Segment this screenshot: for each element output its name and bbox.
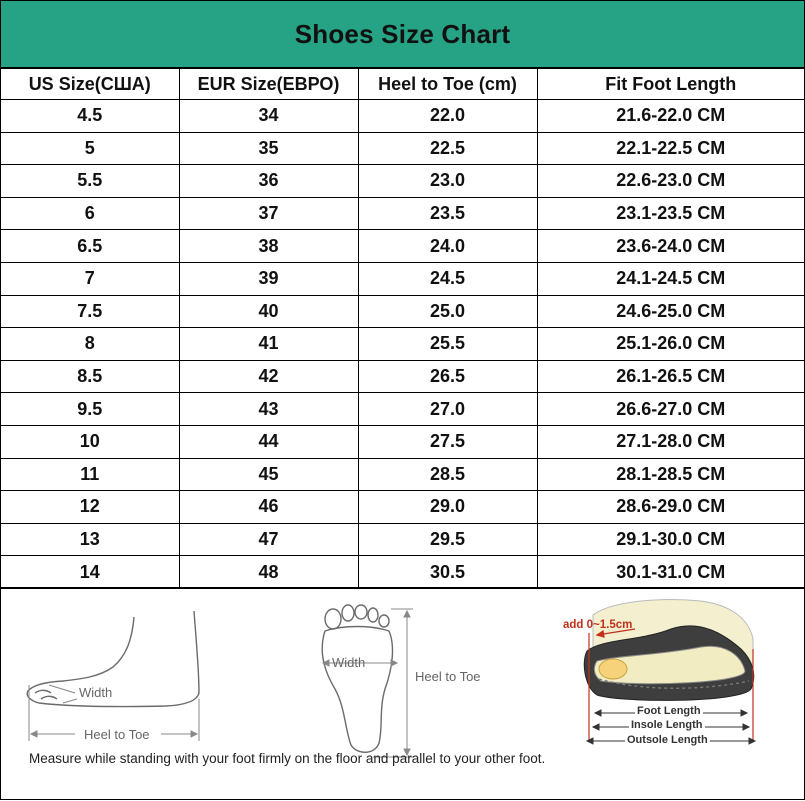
- table-row: [1, 458, 804, 491]
- us-size-cell: 8: [1, 328, 179, 361]
- eur-size-cell: 46: [179, 491, 358, 524]
- table-row: [1, 425, 804, 458]
- fit-foot-length-cell: 28.6-29.0 CM: [537, 491, 804, 524]
- us-size-cell: 5: [1, 132, 179, 165]
- heel-to-toe-cell: 28.5: [358, 458, 537, 491]
- fit-foot-length-cell: 27.1-28.0 CM: [537, 425, 804, 458]
- shoe-cross-section-icon: [584, 600, 754, 701]
- us-size-cell: 10: [1, 425, 179, 458]
- size-table: [1, 69, 804, 589]
- title-bar: [1, 1, 804, 69]
- eur-size-cell: 36: [179, 165, 358, 198]
- heel-to-toe-cell: 25.0: [358, 295, 537, 328]
- eur-size-cell: 48: [179, 556, 358, 589]
- side-width-label: Width: [79, 685, 113, 700]
- sole-measure-lines: [323, 609, 413, 757]
- eur-size-cell: 34: [179, 100, 358, 133]
- eur-size-cell: 43: [179, 393, 358, 426]
- us-size-cell: 9.5: [1, 393, 179, 426]
- fit-foot-length-cell: 24.6-25.0 CM: [537, 295, 804, 328]
- eur-size-cell: 35: [179, 132, 358, 165]
- table-row: [1, 328, 804, 361]
- heel-to-toe-cell: 27.0: [358, 393, 537, 426]
- us-size-cell: 4.5: [1, 100, 179, 133]
- foot-length-label: Foot Length: [637, 705, 701, 717]
- fit-foot-length-cell: 24.1-24.5 CM: [537, 262, 804, 295]
- fit-foot-length-cell: 22.1-22.5 CM: [537, 132, 804, 165]
- header-fit-foot-length: Fit Foot Length: [537, 69, 804, 100]
- us-size-cell: 6: [1, 197, 179, 230]
- fit-foot-length-cell: 23.1-23.5 CM: [537, 197, 804, 230]
- table-row: [1, 556, 804, 589]
- table-row: [1, 491, 804, 524]
- heel-to-toe-cell: 26.5: [358, 360, 537, 393]
- fit-foot-length-cell: 23.6-24.0 CM: [537, 230, 804, 263]
- eur-size-cell: 45: [179, 458, 358, 491]
- table-row: [1, 230, 804, 263]
- us-size-cell: 11: [1, 458, 179, 491]
- shoe-add-label: add 0~1.5cm: [563, 619, 633, 631]
- us-size-cell: 8.5: [1, 360, 179, 393]
- us-size-cell: 7.5: [1, 295, 179, 328]
- sole-length-label: Heel to Toe: [415, 669, 481, 684]
- outsole-length-label: Outsole Length: [627, 734, 708, 746]
- eur-size-cell: 47: [179, 523, 358, 556]
- side-foot-icon: [27, 611, 199, 707]
- fit-foot-length-cell: 21.6-22.0 CM: [537, 100, 804, 133]
- eur-size-cell: 42: [179, 360, 358, 393]
- eur-size-cell: 38: [179, 230, 358, 263]
- heel-to-toe-cell: 29.5: [358, 523, 537, 556]
- illustration-drawings: [1, 589, 804, 801]
- sole-width-label: Width: [332, 655, 366, 670]
- measurement-caption: Measure while standing with your foot firmly on the floor and parallel to your other foot.: [29, 751, 546, 766]
- table-row: [1, 132, 804, 165]
- header-row: [1, 69, 804, 100]
- table-row: [1, 100, 804, 133]
- us-size-cell: 5.5: [1, 165, 179, 198]
- fit-foot-length-cell: 26.6-27.0 CM: [537, 393, 804, 426]
- eur-size-cell: 44: [179, 425, 358, 458]
- table-row: [1, 393, 804, 426]
- table-row: [1, 360, 804, 393]
- heel-to-toe-cell: 27.5: [358, 425, 537, 458]
- header-eur-size: EUR Size(ЕВРО): [179, 69, 358, 100]
- heel-to-toe-cell: 30.5: [358, 556, 537, 589]
- eur-size-cell: 37: [179, 197, 358, 230]
- measurement-illustrations: [1, 587, 804, 801]
- heel-to-toe-cell: 22.5: [358, 132, 537, 165]
- insole-length-label: Insole Length: [631, 719, 703, 731]
- side-length-label: Heel to Toe: [81, 727, 153, 742]
- table-row: [1, 523, 804, 556]
- heel-to-toe-cell: 25.5: [358, 328, 537, 361]
- table-row: [1, 197, 804, 230]
- fit-foot-length-cell: 29.1-30.0 CM: [537, 523, 804, 556]
- eur-size-cell: 41: [179, 328, 358, 361]
- heel-to-toe-cell: 24.0: [358, 230, 537, 263]
- table-row: [1, 295, 804, 328]
- heel-to-toe-cell: 23.5: [358, 197, 537, 230]
- fit-foot-length-cell: 22.6-23.0 CM: [537, 165, 804, 198]
- sole-foot-icon: [322, 605, 392, 752]
- heel-to-toe-cell: 29.0: [358, 491, 537, 524]
- us-size-cell: 12: [1, 491, 179, 524]
- heel-to-toe-cell: 23.0: [358, 165, 537, 198]
- table-row: [1, 262, 804, 295]
- eur-size-cell: 40: [179, 295, 358, 328]
- us-size-cell: 7: [1, 262, 179, 295]
- table-row: [1, 165, 804, 198]
- us-size-cell: 14: [1, 556, 179, 589]
- heel-to-toe-cell: 24.5: [358, 262, 537, 295]
- fit-foot-length-cell: 25.1-26.0 CM: [537, 328, 804, 361]
- fit-foot-length-cell: 30.1-31.0 CM: [537, 556, 804, 589]
- us-size-cell: 13: [1, 523, 179, 556]
- header-heel-to-toe: Heel to Toe (cm): [358, 69, 537, 100]
- fit-foot-length-cell: 26.1-26.5 CM: [537, 360, 804, 393]
- header-us-size: US Size(США): [1, 69, 179, 100]
- heel-to-toe-cell: 22.0: [358, 100, 537, 133]
- fit-foot-length-cell: 28.1-28.5 CM: [537, 458, 804, 491]
- chart-title: Shoes Size Chart: [294, 18, 511, 49]
- eur-size-cell: 39: [179, 262, 358, 295]
- us-size-cell: 6.5: [1, 230, 179, 263]
